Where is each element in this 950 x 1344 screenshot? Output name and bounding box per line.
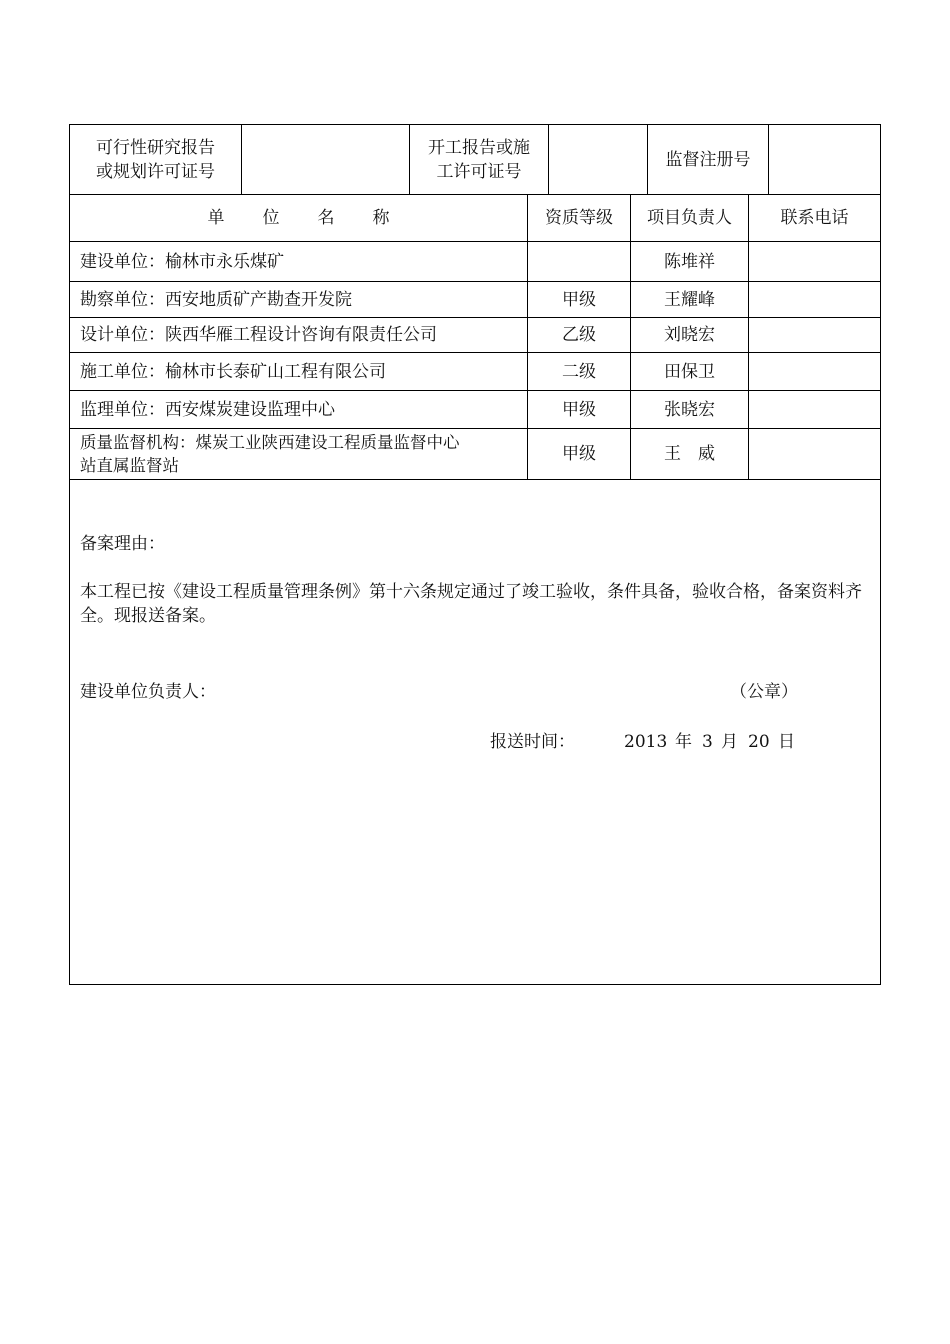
feasibility-value	[242, 125, 410, 194]
table-row	[70, 429, 880, 480]
seal-label: （公章）	[730, 682, 798, 702]
unit-phone	[749, 353, 880, 390]
unit-name: 建设单位：榆林市永乐煤矿	[70, 242, 528, 281]
date-year: 2013	[624, 732, 668, 752]
unit-leader: 王 威	[631, 429, 749, 479]
unit-leader: 王耀峰	[631, 282, 749, 317]
unit-qualification: 乙级	[528, 318, 631, 352]
unit-name-header: 单位名称	[70, 195, 528, 241]
unit-phone	[749, 242, 880, 281]
date-month: 3	[702, 732, 713, 752]
month-char: 月	[721, 732, 738, 752]
unit-name: 监理单位：西安煤炭建设监理中心	[70, 391, 528, 428]
unit-qualification: 甲级	[528, 391, 631, 428]
unit-name: 施工单位：榆林市长泰矿山工程有限公司	[70, 353, 528, 390]
unit-leader: 刘晓宏	[631, 318, 749, 352]
supervision-reg-value	[769, 125, 880, 194]
unit-leader: 张晓宏	[631, 391, 749, 428]
unit-qualification: 甲级	[528, 429, 631, 479]
date-label: 报送时间：	[490, 732, 575, 752]
reason-label: 备案理由：	[80, 534, 165, 554]
filing-form	[69, 124, 881, 985]
unit-qualification	[528, 242, 631, 281]
filing-section	[70, 480, 880, 984]
unit-leader: 田保卫	[631, 353, 749, 390]
qualification-header: 资质等级	[528, 195, 631, 241]
phone-header: 联系电话	[780, 208, 849, 228]
supervision-reg-label: 监督注册号	[648, 125, 769, 194]
owner-label: 建设单位负责人：	[80, 682, 216, 702]
table-row	[70, 353, 880, 391]
feasibility-label: 可行性研究报告 或规划许可证号	[70, 125, 242, 194]
unit-phone	[749, 391, 880, 428]
table-row	[70, 391, 880, 429]
table-row	[70, 242, 880, 282]
year-char: 年	[675, 732, 692, 752]
unit-phone	[749, 429, 880, 479]
permit-row	[70, 125, 880, 195]
unit-phone	[749, 282, 880, 317]
unit-phone	[749, 318, 880, 352]
unit-name: 设计单位：陕西华雁工程设计咨询有限责任公司	[70, 318, 528, 352]
reason-text: 本工程已按《建设工程质量管理条例》第十六条规定通过了竣工验收，条件具备，验收合格，备案资料齐全。现报送备案。	[80, 582, 862, 626]
table-row	[70, 282, 880, 318]
start-report-label: 开工报告或施 工许可证号	[410, 125, 549, 194]
day-char: 日	[778, 732, 795, 752]
date-day: 20	[748, 732, 770, 752]
unit-qualification: 甲级	[528, 282, 631, 317]
table-row	[70, 318, 880, 353]
unit-name: 质量监督机构：煤炭工业陕西建设工程质量监督中心 站直属监督站	[70, 429, 528, 479]
start-report-value	[549, 125, 648, 194]
project-leader-header: 项目负责人	[631, 195, 749, 241]
unit-qualification: 二级	[528, 353, 631, 390]
unit-name: 勘察单位：西安地质矿产勘查开发院	[70, 282, 528, 317]
unit-leader: 陈堆祥	[631, 242, 749, 281]
column-header-row	[70, 195, 880, 242]
